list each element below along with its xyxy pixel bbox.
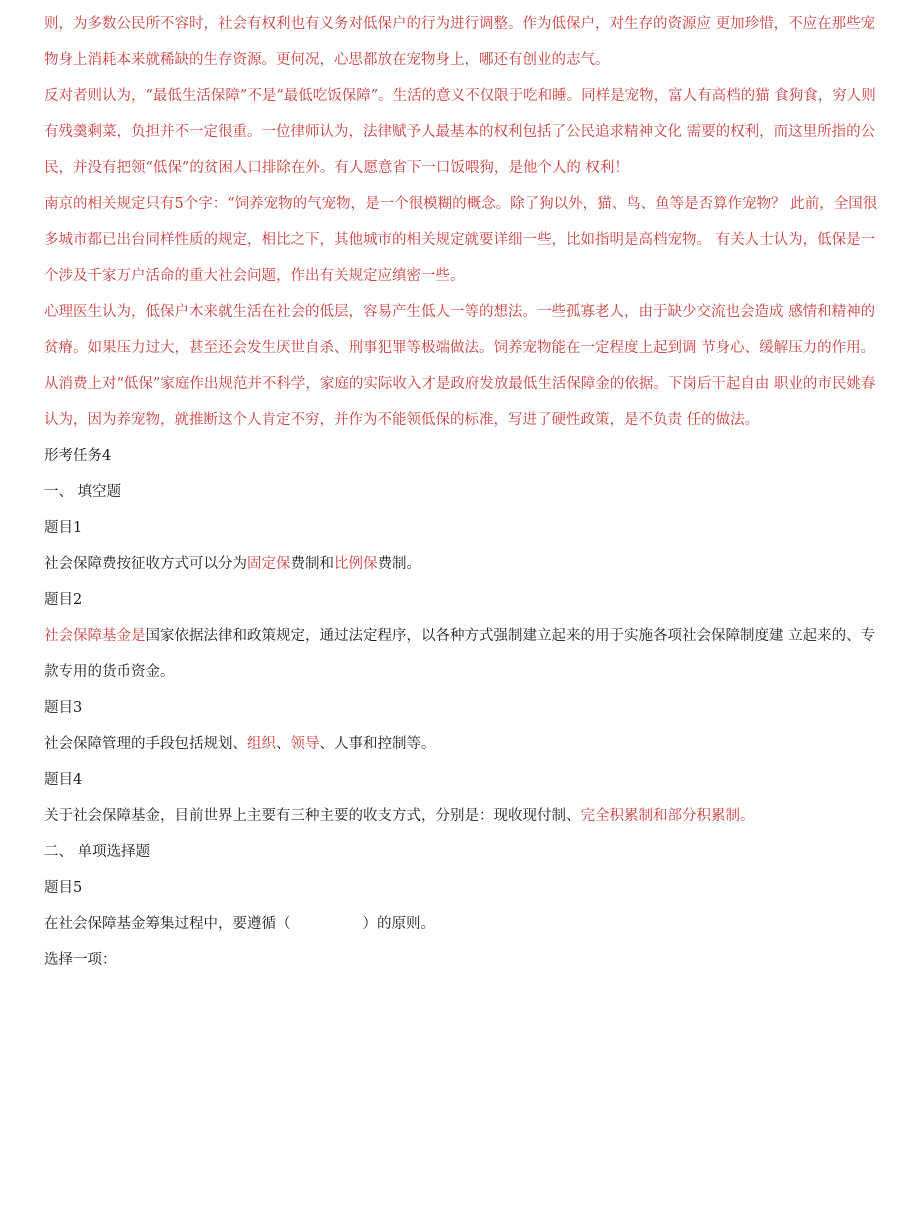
question-5-text-b: ）的原则。 bbox=[362, 916, 435, 932]
question-2-text bbox=[44, 618, 880, 690]
question-3-text bbox=[44, 726, 880, 762]
question-1-text bbox=[44, 546, 880, 582]
question-1-text-a: 社会保障费按征收方式可以分为 bbox=[44, 556, 247, 572]
question-5-text bbox=[44, 906, 880, 942]
question-1-text-c: 费制。 bbox=[377, 556, 421, 572]
task-title: 形考任务4 bbox=[44, 448, 112, 464]
question-4-text bbox=[44, 798, 880, 834]
question-3-label: 题目3 bbox=[44, 700, 83, 716]
question-2-answer-a: 社会保障基金是 bbox=[44, 628, 146, 644]
section-fill-blank-title: 一、 填空题 bbox=[44, 484, 122, 500]
question-1-answer-b: 比例保 bbox=[334, 556, 378, 572]
question-3-text-b: 、 bbox=[276, 736, 291, 752]
question-1-label: 题目1 bbox=[44, 520, 83, 536]
question-1-text-b: 费制和 bbox=[290, 556, 334, 572]
question-2-text-a: 国家依据法律和政策规定，通过法定程序，以各种方式强制建立起来的用于实施各项社会保障制度建 立起来的、专款专用的货币资金。 bbox=[44, 628, 876, 680]
question-4-text-a: 关于社会保障基金，目前世界上主要有三种主要的收支方式，分别是：现收现付制、 bbox=[44, 808, 581, 824]
question-4-label: 题目4 bbox=[44, 772, 83, 788]
question-2-label: 题目2 bbox=[44, 592, 83, 608]
article-paragraph-1: 则，为多数公民所不容时，社会有权利也有义务对低保户的行为进行调整。作为低保户，对生存的资源应 更加珍惜，不应在那些宠物身上消耗本来就稀缺的生存资源。更何况，心思都放在宠物身上，哪还有创业的志气。 bbox=[44, 16, 876, 68]
article-paragraph-5: 从消费上对“低保”家庭作出规范并不科学，家庭的实际收入才是政府发放最低生活保障金的依据。下岗后干起自由 职业的市民姚春认为，因为养宠物，就推断这个人肯定不穷，并作为不能领低保的标准，写进了硬性政策，是不负责 任的做法。 bbox=[44, 376, 876, 428]
question-3-text-c: 、人事和控制等。 bbox=[319, 736, 436, 752]
question-3-answer-b: 领导 bbox=[290, 736, 320, 752]
question-3-text-a: 社会保障管理的手段包括规划、 bbox=[44, 736, 247, 752]
question-4-answer-a: 完全积累制和部分积累制。 bbox=[580, 808, 755, 824]
article-paragraph-3: 南京的相关规定只有5个字：“饲养宠物的气宠物，是一个很模糊的概念。除了狗以外，猫、鸟、鱼等是否算作宠物？ 此前，全国很多城市都已出台同样性质的规定，相比之下，其他城市的相关规定就要详细一些，比如指明是高档宠物。 有关人士认为，低保是一个涉及千家万户活命的重大社会问题，作出有关规定应缜密一些。 bbox=[44, 196, 878, 284]
question-1-answer-a: 固定保 bbox=[247, 556, 291, 572]
section-single-choice-title: 二、 单项选择题 bbox=[44, 844, 151, 860]
question-5-choose-label: 选择一项： bbox=[44, 952, 117, 968]
question-5-text-a: 在社会保障基金筹集过程中，要遵循（ bbox=[44, 916, 291, 932]
document-page bbox=[44, 6, 880, 978]
question-3-answer-a: 组织 bbox=[247, 736, 276, 752]
question-5-label: 题目5 bbox=[44, 880, 83, 896]
article-paragraph-4: 心理医生认为，低保户木来就生活在社会的低层，容易产生低人一等的想法。一些孤寡老人，由于缺少交流也会造成 感情和精神的贫瘠。如果压力过大，甚至还会发生厌世自杀、刑事犯罪等极端做法。饲养宠物能在一定程度上起到调 节身心、缓解压力的作用。 bbox=[44, 304, 876, 356]
article-paragraph-2: 反对者则认为，“最低生活保障”不是“最低吃饭保障”。生活的意义不仅限于吃和睡。同样是宠物，富人有高档的猫 食狗食，穷人则有残羹剩菜，负担并不一定很重。一位律师认为，法律赋予人最基本的权利包括了公民追求精神文化 需要的权利，而这里所指的公民，并没有把领“低保”的贫困人口排除在外。有人愿意省下一口饭喂狗，是他个人的 权利！ bbox=[44, 88, 876, 176]
